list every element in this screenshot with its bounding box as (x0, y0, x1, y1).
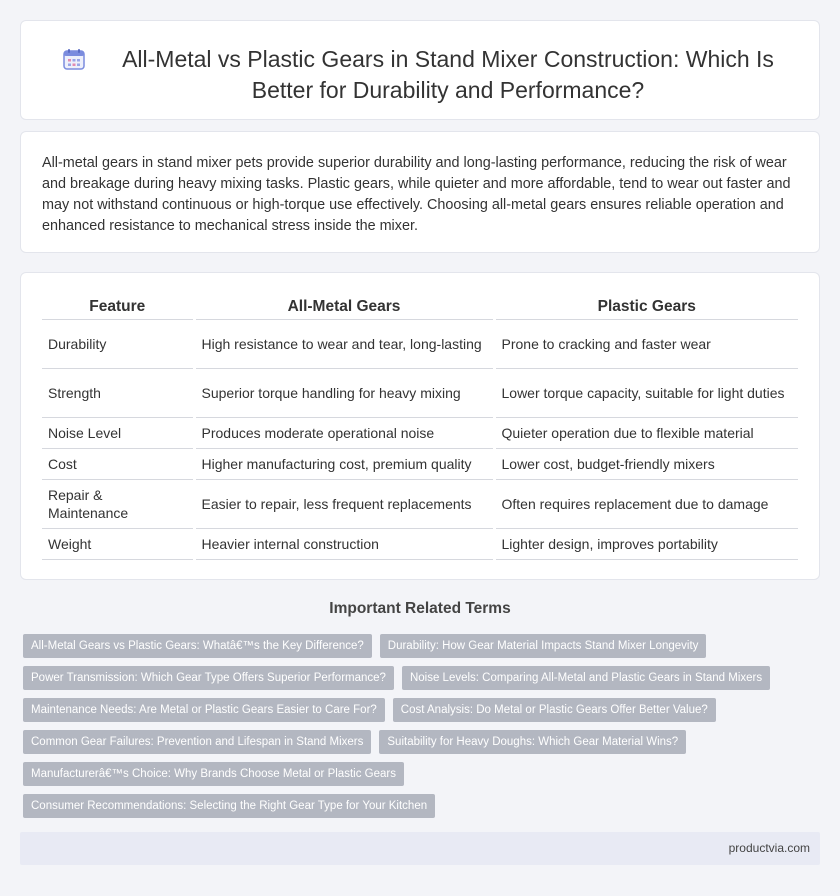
footer (20, 832, 820, 865)
plastic-cell: Often requires replacement due to damage (494, 479, 798, 528)
related-term-tag[interactable]: Cost Analysis: Do Metal or Plastic Gears Offer Better Value? (393, 698, 716, 722)
feature-cell: Cost (42, 448, 194, 479)
related-term-tag[interactable]: Maintenance Needs: Are Metal or Plastic Gears Easier to Care For? (23, 698, 385, 722)
table-row (42, 368, 798, 417)
column-header-metal: All-Metal Gears (194, 295, 494, 319)
table-row (42, 417, 798, 448)
related-term-tag[interactable]: Manufacturerâ€™s Choice: Why Brands Choose Metal or Plastic Gears (23, 762, 404, 786)
table-row (42, 479, 798, 528)
table-row (42, 448, 798, 479)
column-header-feature: Feature (42, 295, 194, 319)
metal-cell: Heavier internal construction (194, 528, 494, 559)
metal-cell: Superior torque handling for heavy mixing (194, 368, 494, 417)
table-header-row (42, 295, 798, 319)
footer-site-link[interactable]: productvia.com (728, 841, 810, 855)
comparison-card (20, 272, 820, 580)
page-title: All-Metal vs Plastic Gears in Stand Mixer Construction: Which Is Better for Durability and Performance? (122, 46, 774, 103)
comparison-table (42, 295, 798, 560)
metal-cell: High resistance to wear and tear, long-lasting (194, 319, 494, 368)
plastic-cell: Lower cost, budget-friendly mixers (494, 448, 798, 479)
intro-card (20, 131, 820, 253)
table-row (42, 319, 798, 368)
related-term-tag[interactable]: Suitability for Heavy Doughs: Which Gear Material Wins? (379, 730, 686, 754)
related-term-tag[interactable]: All-Metal Gears vs Plastic Gears: Whatâ€™s the Key Difference? (23, 634, 372, 658)
plastic-cell: Quieter operation due to flexible material (494, 417, 798, 448)
intro-paragraph: All-metal gears in stand mixer pets provide superior durability and long-lasting performance, reducing the risk of wear and breakage during heavy mixing tasks. Plastic gears, while quieter and more affordable, tend to wear out faster and may not withstand continuous or high-torque use effectively. Choosing all-metal gears ensures reliable operation and enhanced resistance to mechanical stress inside the mixer. (42, 155, 791, 234)
related-term-tag[interactable]: Noise Levels: Comparing All-Metal and Plastic Gears in Stand Mixers (402, 666, 770, 690)
feature-cell: Weight (42, 528, 194, 559)
column-header-plastic: Plastic Gears (494, 295, 798, 319)
related-term-tag[interactable]: Consumer Recommendations: Selecting the Right Gear Type for Your Kitchen (23, 794, 435, 818)
calendar-icon (63, 48, 85, 70)
plastic-cell: Lighter design, improves portability (494, 528, 798, 559)
metal-cell: Higher manufacturing cost, premium quality (194, 448, 494, 479)
related-term-tag[interactable]: Common Gear Failures: Prevention and Lifespan in Stand Mixers (23, 730, 371, 754)
related-terms-heading: Important Related Terms (329, 600, 511, 617)
feature-cell: Repair & Maintenance (42, 479, 194, 528)
title-card (20, 20, 820, 120)
related-terms-list (23, 634, 803, 826)
plastic-cell: Lower torque capacity, suitable for light duties (494, 368, 798, 417)
related-term-tag[interactable]: Power Transmission: Which Gear Type Offers Superior Performance? (23, 666, 394, 690)
metal-cell: Easier to repair, less frequent replacements (194, 479, 494, 528)
plastic-cell: Prone to cracking and faster wear (494, 319, 798, 368)
table-row (42, 528, 798, 559)
feature-cell: Strength (42, 368, 194, 417)
feature-cell: Noise Level (42, 417, 194, 448)
feature-cell: Durability (42, 319, 194, 368)
related-term-tag[interactable]: Durability: How Gear Material Impacts Stand Mixer Longevity (380, 634, 707, 658)
metal-cell: Produces moderate operational noise (194, 417, 494, 448)
